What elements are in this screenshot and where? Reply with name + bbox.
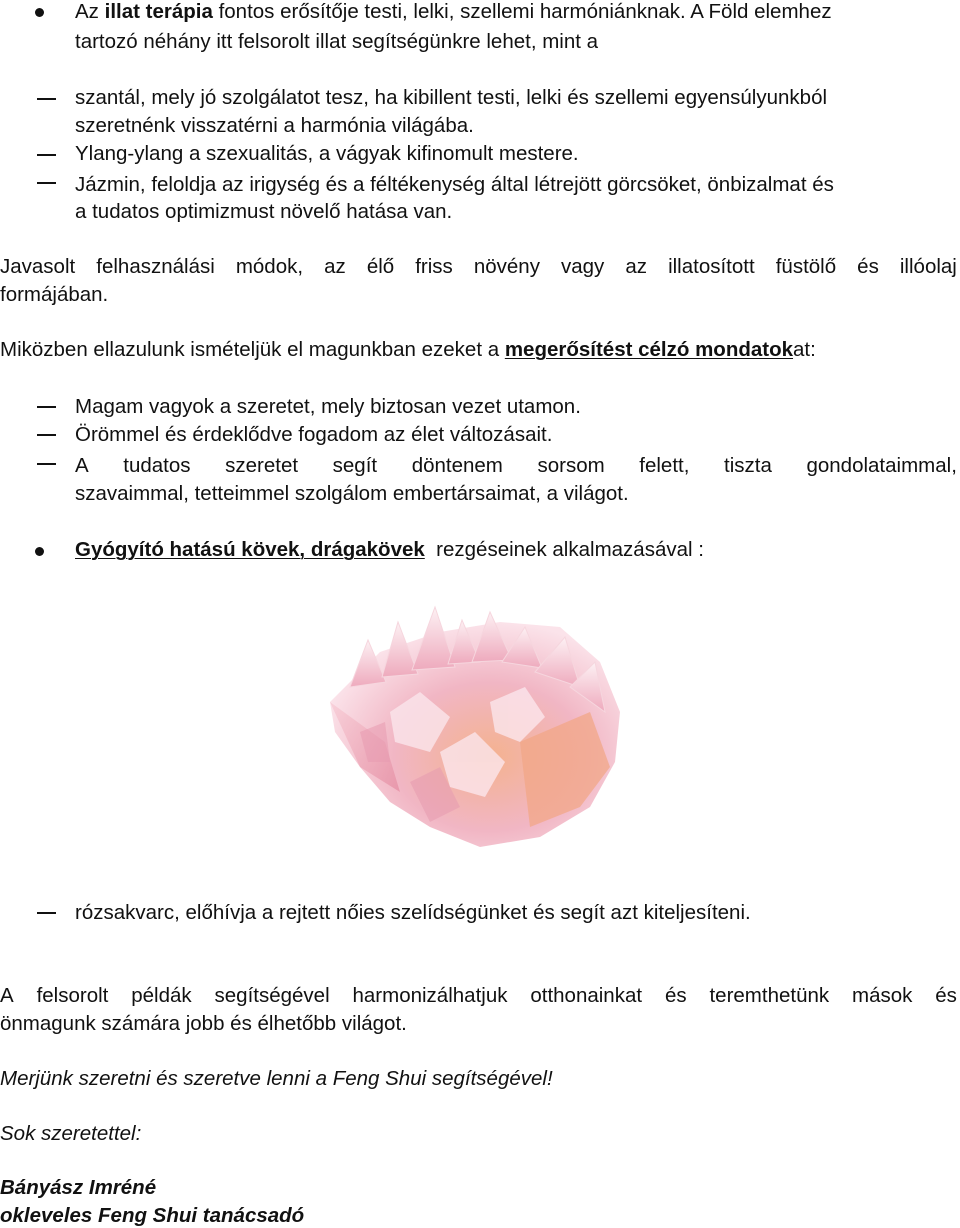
affirmation-term: megerősítést célzó mondatok: [504, 338, 794, 361]
affirmation-intro: Miközben ellazulunk ismételjük el magunkban ezeket a megerősítést célzó mondatokat:: [0, 338, 816, 361]
dash: [37, 154, 56, 156]
dash: [37, 406, 56, 408]
word: és: [664, 984, 687, 1007]
word: példák: [131, 984, 192, 1007]
oil-sandalwood-cont: szeretnénk visszatérni a harmónia világába.: [75, 114, 474, 137]
word: döntenem: [411, 454, 503, 477]
affirmation-3-cont: szavaimmal, tetteimmel szolgálom embertársaimat, a világot.: [75, 482, 629, 505]
word: felhasználási: [96, 255, 215, 278]
rose-quartz-image: [290, 592, 674, 880]
summary-line-2: önmagunk számára jobb és élhetőbb világot.: [0, 1012, 407, 1035]
word: A: [75, 454, 89, 477]
oil-jasmine: Jázmin, feloldja az irigység és a féltékenység által létrejött görcsöket, önbizalmat és: [75, 173, 834, 196]
word: felett,: [639, 454, 690, 477]
usage-line-2: formájában.: [0, 283, 109, 306]
stones-term: Gyógyító hatású kövek, drágakövek: [75, 538, 425, 561]
word: illóolaj: [899, 255, 957, 278]
closing-greeting: Sok szeretettel:: [0, 1122, 142, 1145]
aroma-therapy-term: illat terápia: [104, 0, 213, 23]
oil-jasmine-cont: a tudatos optimizmust növelő hatása van.: [75, 200, 453, 223]
word: friss: [415, 255, 453, 278]
dash: [37, 98, 56, 100]
word: A: [0, 984, 14, 1007]
word: növény: [473, 255, 540, 278]
word: illatosított: [668, 255, 755, 278]
word: füstölő: [775, 255, 837, 278]
word: otthonainkat: [530, 984, 643, 1007]
word: vagy: [561, 255, 605, 278]
rose-quartz-item: rózsakvarc, előhívja a rejtett nőies szelídségünket és segít azt kiteljesíteni.: [75, 901, 751, 924]
word: módok,: [235, 255, 304, 278]
bullet: [35, 8, 44, 17]
word: sorsom: [537, 454, 605, 477]
usage-line-1: [0, 255, 957, 279]
word: és: [857, 255, 879, 278]
dash: [37, 182, 56, 184]
author-name: Bányász Imréné: [0, 1176, 157, 1199]
word: szeretet: [225, 454, 299, 477]
dash: [37, 463, 56, 465]
word: az: [324, 255, 346, 278]
word: tudatos: [123, 454, 191, 477]
stones-heading: Gyógyító hatású kövek, drágakövek rezgéseinek alkalmazásával :: [75, 538, 704, 561]
word: mások: [852, 984, 913, 1007]
intro-line-2: tartozó néhány itt felsorolt illat segítségünkre lehet, mint a: [75, 30, 599, 53]
dash: [37, 434, 56, 436]
word: az: [625, 255, 648, 278]
word: segítségével: [214, 984, 330, 1007]
affirmation-3: [75, 454, 957, 478]
word: Javasolt: [0, 255, 76, 278]
oil-sandalwood: szantál, mely jó szolgálatot tesz, ha kibillent testi, lelki és szellemi egyensúlyunkból: [75, 86, 828, 109]
intro-line-1: Az illat terápia fontos erősítője testi, lelki, szellemi harmóniánknak. A Föld elemhez: [75, 0, 832, 23]
bullet: [35, 547, 44, 556]
oil-ylang: Ylang-ylang a szexualitás, a vágyak kifinomult mestere.: [75, 142, 579, 165]
dash: [37, 912, 56, 914]
word: gondolataimmal,: [806, 454, 957, 477]
author-title: okleveles Feng Shui tanácsadó: [0, 1204, 305, 1227]
word: segít: [332, 454, 378, 477]
closing-motto: Merjünk szeretni és szeretve lenni a Feng Shui segítségével!: [0, 1067, 553, 1090]
word: élő: [366, 255, 395, 278]
word: harmonizálhatjuk: [352, 984, 508, 1007]
word: teremthetünk: [709, 984, 830, 1007]
affirmation-2: Örömmel és érdeklődve fogadom az élet változásait.: [75, 423, 553, 446]
word: és: [935, 984, 957, 1007]
word: felsorolt: [36, 984, 109, 1007]
summary-line-1: [0, 984, 957, 1008]
affirmation-1: Magam vagyok a szeretet, mely biztosan vezet utamon.: [75, 395, 581, 418]
word: tiszta: [724, 454, 772, 477]
